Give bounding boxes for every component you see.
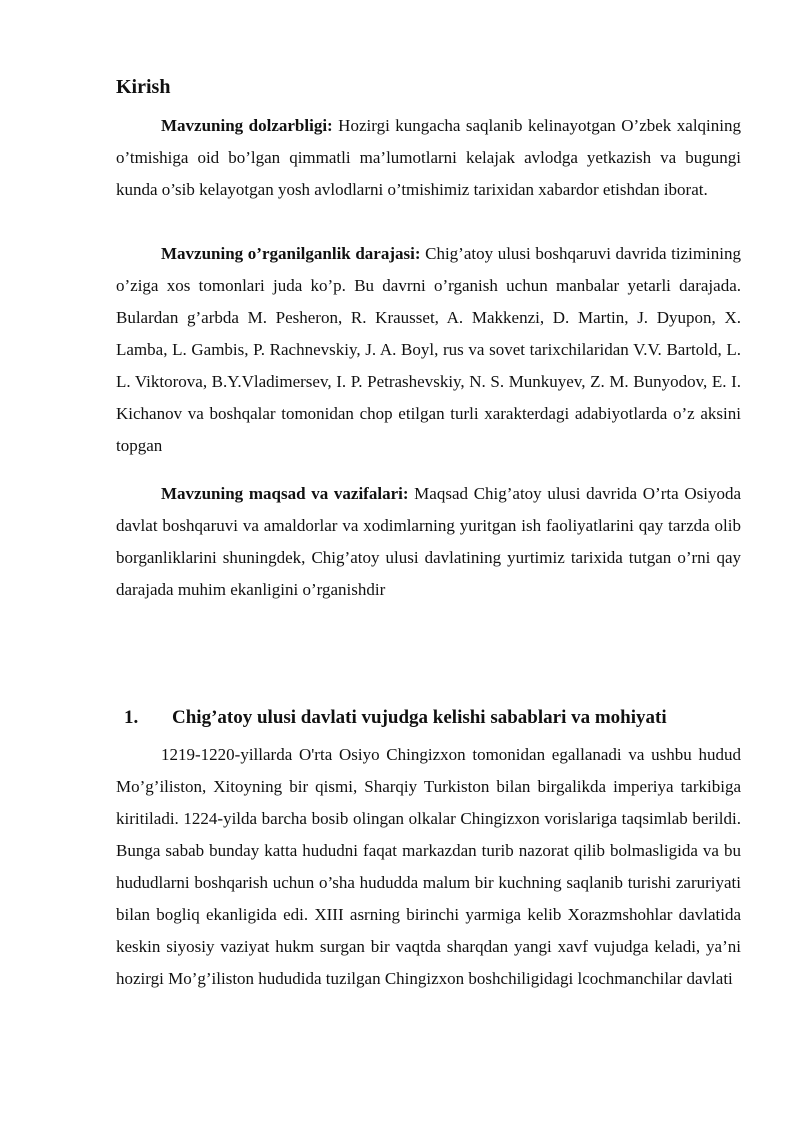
section-title-text: Chig’atoy ulusi davlati vujudga kelishi sabablari va mohiyati — [172, 707, 667, 728]
relevance-text: Hozirgi kungacha saqlanib kelinayotgan O’zbek xalqining o’tmishiga oid bo’lgan qimmatli ma’lumotlarni kelajak avlodga yetkazish va bugungi kunda o’sib kelayotgan yosh avlodlarni o’tmishimiz tarixidan xabardor etishdan iborat. — [116, 116, 741, 199]
goals-label: Mavzuning maqsad va vazifalari: — [161, 484, 409, 503]
section-number: 1. — [124, 707, 139, 728]
study-degree-text: Chig’atoy ulusi boshqaruvi davrida tizimining o’ziga xos tomonlari juda ko’p. Bu davrni o’rganish uchun manbalar yetarli darajada. Bulardan g’arbda M. Pesheron, R. Krausset, A. Makkenzi, D. Martin, J. Dyupon, X. Lamba, L. Gambis, P. Rachnevskiy, J. A. Boyl, rus va sovet tarixchilaridan V.V. Bartold, L. L. Viktorova, B.Y.Vladimersev, I. P. Petrashevskiy, N. S. Munkuyev, Z. M. Bunyodov, E. I. Kichanov va boshqalar tomonidan chop etilgan turli xarakterdagi adabiyotlarda o’z aksini topgan — [116, 244, 741, 455]
goals-paragraph — [116, 478, 741, 606]
study-degree-paragraph — [116, 238, 741, 462]
intro-heading: Kirish — [116, 76, 171, 98]
relevance-label: Mavzuning dolzarbligi: — [161, 116, 333, 135]
study-degree-label: Mavzuning o’rganilganlik darajasi: — [161, 244, 421, 263]
relevance-paragraph — [116, 110, 741, 206]
section-paragraph: 1219-1220-yillarda O'rta Osiyo Chingizxon tomonidan egallanadi va ushbu hudud Mo’g’iliston, Xitoyning bir qismi, Sharqiy Turkiston bilan birgalikda imperiya tarkibiga kiritiladi. 1224-yilda barcha bosib olingan olkalar Chingizxon vorislariga taqsimlab berildi. Bunga sabab bunday katta hududni faqat markazdan turib nazorat qilib bolmasligida va bu hududlarni boshqarish uchun o’sha hududda malum bir kuchning saqlanib turishi zaruriyati bilan bogliq ekanligida edi. XIII asrning birinchi yarmiga kelib Xorazmshohlar davlatida keskin siyosiy vaziyat hukm surgan bir vaqtda sharqdan yangi xavf vujudga keladi, ya’ni hozirgi Mo’g’iliston hududida tuzilgan Chingizxon boshchiligidagi lcochmanchilar davlati — [116, 745, 741, 988]
goals-text: Maqsad Chig’atoy ulusi davrida O’rta Osiyoda davlat boshqaruvi va amaldorlar va xodimlarning yuritgan ish faoliyatlarini qay tarzda olib borganliklarini shuningdek, Chig’atoy ulusi davlatining yurtimiz tarixida tutgan o’rni qay darajada muhim ekanligini o’rganishdir — [116, 484, 741, 599]
section-title — [124, 707, 744, 729]
